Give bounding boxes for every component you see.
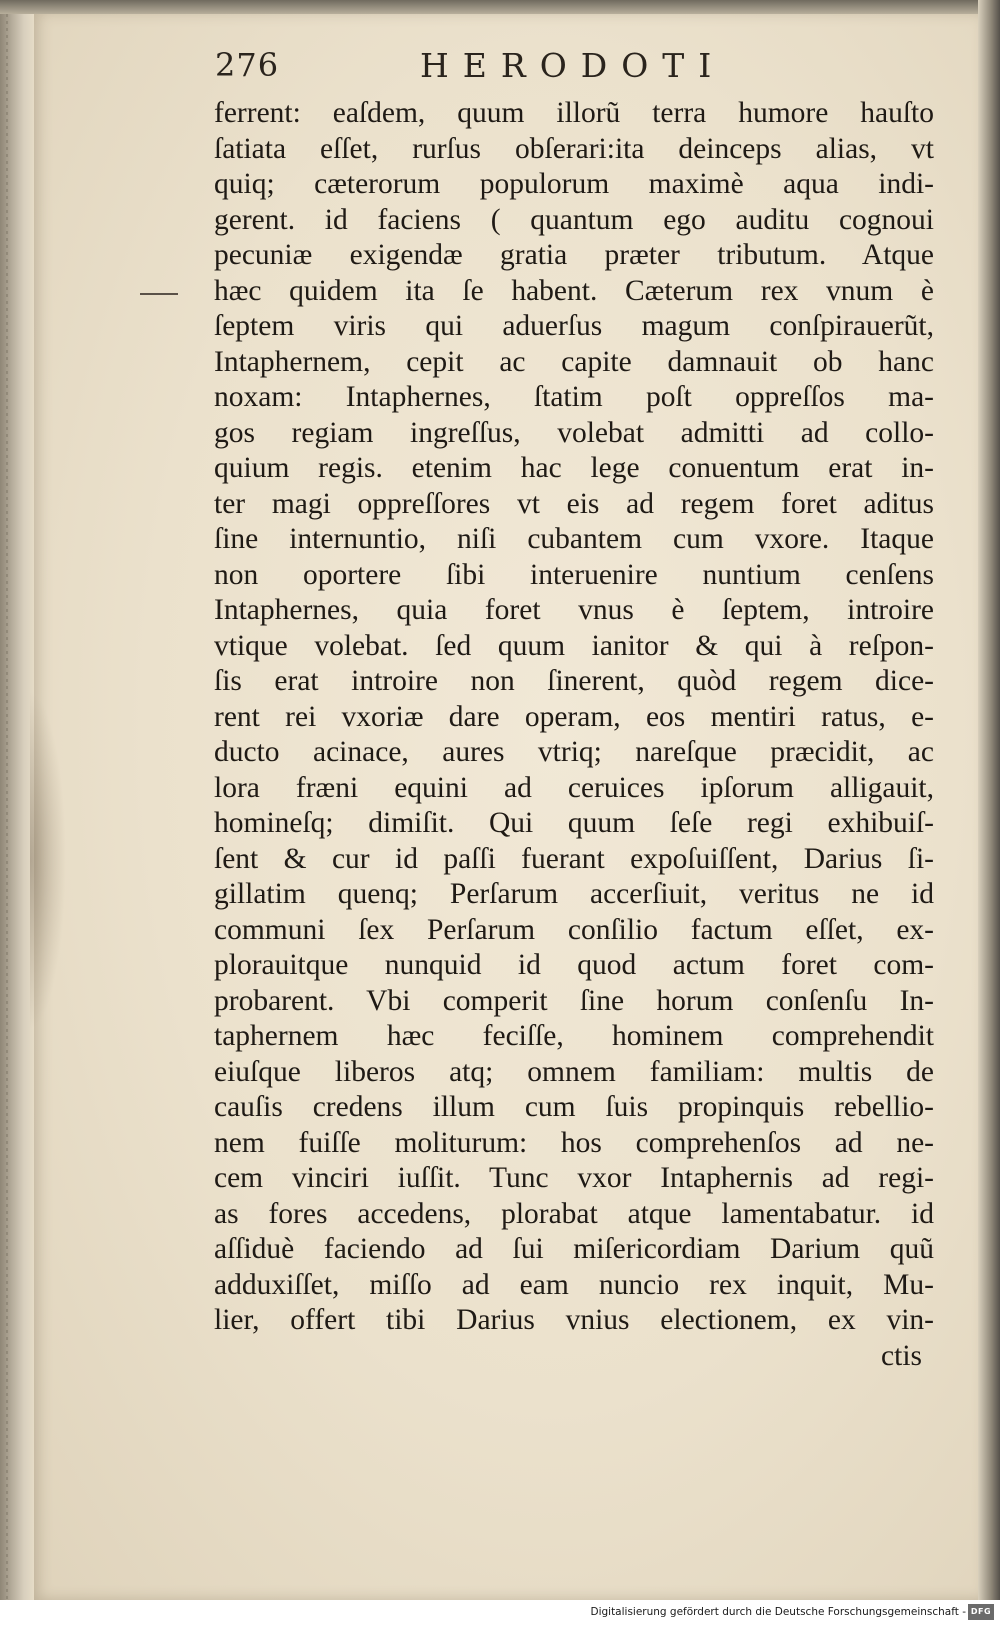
scan-top-border (0, 0, 1000, 14)
catchword: ctis (881, 1339, 922, 1372)
text-line: ferrent: eaſdem, quum illorũ terra humore hauſto (214, 97, 934, 129)
text-line: rent rei vxoriæ dare operam, eos mentiri ratus, e- (214, 700, 934, 733)
text-line: eiuſque liberos atq; omnem familiam: multis de (214, 1055, 934, 1088)
text-line: ſeptem viris qui aduerſus magum conſpirauerũt, (214, 310, 934, 342)
text-line: vtique volebat. ſed quum ianitor & qui à reſpon- (214, 629, 934, 662)
binding-shadow (30, 690, 66, 1030)
text-line: non oportere ſibi interuenire nuntium cenſens (214, 558, 934, 591)
text-line: as fores accedens, plorabat atque lamentabatur. id (214, 1197, 934, 1230)
text-line: quium regis. etenim hac lege conuentum erat in- (214, 452, 934, 484)
text-line: probarent. Vbi comperit ſine horum conſenſu In- (214, 984, 934, 1017)
margin-mark (140, 293, 178, 295)
dfg-logo: DFG (968, 1604, 994, 1620)
page-number: 276 (215, 46, 280, 84)
text-line: ducto acinace, aures vtriq; nareſque præcidit, ac (214, 736, 934, 768)
text-line: plorauitque nunquid id quod actum foret com- (214, 949, 934, 981)
text-line: pecuniæ exigendæ gratia præter tributum. Atque (214, 239, 934, 271)
text-line: ſent & cur id paſſi fuerant expoſuiſſent, Darius ſi- (214, 842, 934, 875)
body-text (214, 96, 934, 1374)
text-line: quiq; cæterorum populorum maximè aqua indi- (214, 168, 934, 200)
text-line: gos regiam ingreſſus, volebat admitti ad collo- (214, 416, 934, 449)
digitization-footer (0, 1600, 1000, 1627)
text-line: nem fuiſſe moliturum: hos comprehenſos ad ne- (214, 1126, 934, 1159)
text-line: gerent. id faciens ( quantum ego auditu cognoui (214, 203, 934, 236)
text-line: aſſiduè faciendo ad ſui miſericordiam Darium quũ (214, 1233, 934, 1265)
text-line: cauſis credens illum cum ſuis propinquis rebellio- (214, 1091, 934, 1123)
text-line: ſine internuntio, niſi cubantem cum vxore. Itaque (214, 523, 934, 555)
text-line: gillatim quenq; Perſarum accerſiuit, veritus ne id (214, 878, 934, 910)
text-line: ter magi oppreſſores vt eis ad regem foret aditus (214, 487, 934, 520)
text-line: ſatiata eſſet, rurſus obſerari:ita deinceps alias, vt (214, 132, 934, 165)
running-head (215, 46, 915, 90)
text-line: Intaphernem, cepit ac capite damnauit ob hanc (214, 345, 934, 378)
text-line: Intaphernes, quia foret vnus è ſeptem, introire (214, 594, 934, 626)
text-line: hæc quidem ita ſe habent. Cæterum rex vnum è (214, 274, 934, 307)
page-stack-edge (0, 0, 34, 1600)
text-line: noxam: Intaphernes, ſtatim poſt oppreſſos ma- (214, 381, 934, 413)
text-line: cem vinciri iuſſit. Tunc vxor Intaphernis ad regi- (214, 1162, 934, 1194)
text-line: adduxiſſet, miſſo ad eam nuncio rex inquit, Mu- (214, 1268, 934, 1301)
text-line: ſis erat introire non ſinerent, quòd regem dice- (214, 665, 934, 697)
header-title: HERODOTI (420, 46, 726, 85)
text-line: lier, offert tibi Darius vnius electionem, ex vin- (214, 1304, 934, 1336)
text-line: communi ſex Perſarum conſilio factum eſſet, ex- (214, 913, 934, 946)
scan-right-border (978, 0, 1000, 1600)
text-line: taphernem hæc feciſſe, hominem comprehendit (214, 1020, 934, 1052)
text-line: lora fræni equini ad ceruices ipſorum alligauit, (214, 771, 934, 804)
funding-credit: Digitalisierung gefördert durch die Deutsche Forschungsgemeinschaft - (590, 1606, 966, 1618)
text-line: homineſq; dimiſit. Qui quum ſeſe regi exhibuiſ- (214, 807, 934, 839)
